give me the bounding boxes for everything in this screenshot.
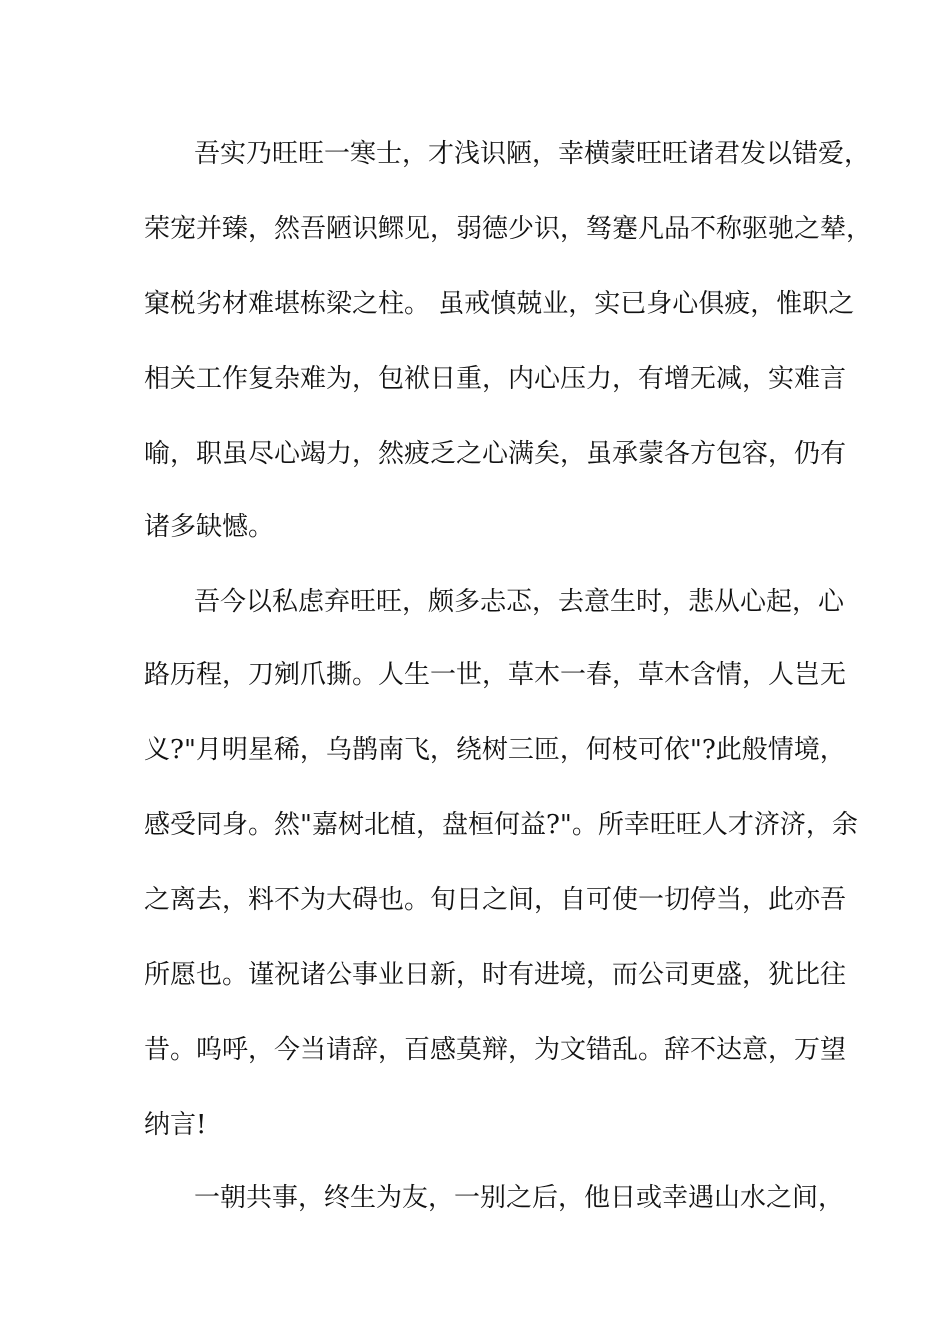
- paragraph-2-line-5: 之离去，料不为大碍也。旬日之间，自可使一切停当，此亦吾: [144, 885, 847, 915]
- paragraph-2-line-7: 昔。呜呼，今当请辞，百感莫辩，为文错乱。辞不达意，万望: [144, 1035, 847, 1065]
- paragraph-2-line-2: 路历程，刀剜爪撕。人生一世，草木一春，草木含情，人岂无: [144, 660, 847, 690]
- paragraph-1-line-4: 相关工作复杂难为，包袱日重，内心压力，有增无减，实难言: [144, 364, 847, 394]
- paragraph-2-line-8: 纳言!: [144, 1110, 207, 1140]
- paragraph-2-line-3: 义?"月明星稀，乌鹊南飞，绕树三匝，何枝可依"?此般情境，: [144, 735, 846, 765]
- paragraph-3-line-1: 一朝共事，终生为友，一别之后，他日或幸遇山水之间，: [194, 1183, 845, 1213]
- paragraph-1-line-6: 诸多缺憾。: [144, 512, 275, 542]
- paragraph-1-line-5: 喻，职虽尽心竭力，然疲乏之心满矣，虽承蒙各方包容，仍有: [144, 439, 847, 469]
- paragraph-1-line-1: 吾实乃旺旺一寒士，才浅识陋，幸横蒙旺旺诸君发以错爱，: [194, 139, 871, 169]
- paragraph-1-line-2: 荣宠并臻，然吾陋识鳏见，弱德少识，驽蹇凡品不称驱驰之辇，: [144, 214, 873, 244]
- paragraph-2-line-1: 吾今以私虑弃旺旺，颇多忐忑，去意生时，悲从心起，心: [194, 587, 845, 617]
- paragraph-2-line-4: 感受同身。然"嘉树北植，盘桓何益?"。所幸旺旺人才济济，余: [144, 810, 858, 840]
- paragraph-1-line-3: 窠棁劣材难堪栋梁之柱。 虽戒慎兢业，实已身心俱疲，惟职之: [144, 289, 855, 319]
- paragraph-2-line-6: 所愿也。谨祝诸公事业日新，时有进境，而公司更盛，犹比往: [144, 960, 847, 990]
